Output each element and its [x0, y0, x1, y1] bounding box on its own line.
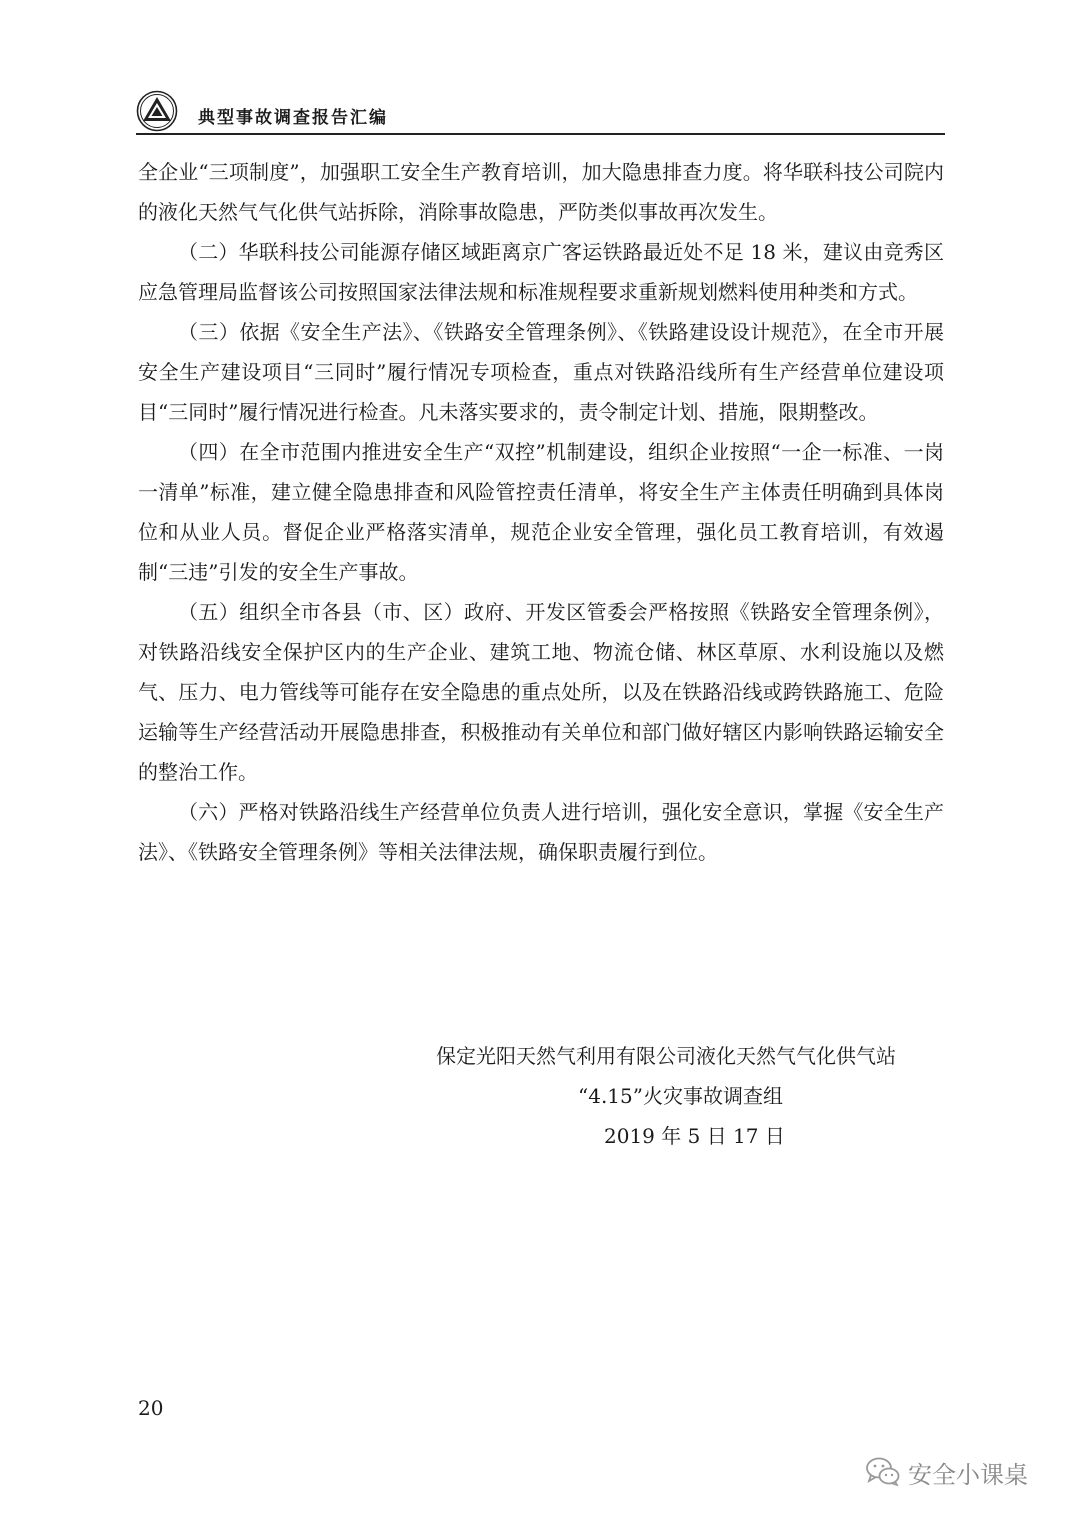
- report-logo-icon: [136, 90, 178, 132]
- paragraph-6: （六）严格对铁路沿线生产经营单位负责人进行培训，强化安全意识，掌握《安全生产法》、《铁路安全管理条例》等相关法律法规，确保职责履行到位。: [138, 800, 944, 864]
- page-number: 20: [138, 1396, 164, 1420]
- paragraph-4: （四）在全市范围内推进安全生产“双控”机制建设，组织企业按照“一企一标准、一岗一清单”标准，建立健全隐患排查和风险管控责任清单，将安全生产主体责任明确到具体岗位和从业人员。督促企业严格落实清单，规范企业安全管理，强化员工教育培训，有效遏制“三违”引发的安全生产事故。: [138, 440, 944, 584]
- signature-organization: 保定光阳天然气利用有限公司液化天然气气化供气站: [436, 1044, 896, 1068]
- watermark-text: 安全小课桌: [908, 1460, 1028, 1489]
- paragraph-continued: 全企业“三项制度”，加强职工安全生产教育培训，加大隐患排查力度。将华联科技公司院内的液化天然气气化供气站拆除，消除事故隐患，严防类似事故再次发生。: [138, 160, 944, 224]
- wechat-icon: [866, 1457, 900, 1487]
- header-divider: [136, 133, 945, 135]
- paragraph-5: （五）组织全市各县（市、区）政府、开发区管委会严格按照《铁路安全管理条例》，对铁路沿线安全保护区内的生产企业、建筑工地、物流仓储、林区草原、水利设施以及燃气、压力、电力管线等可能存在安全隐患的重点处所，以及在铁路沿线或跨铁路施工、危险运输等生产经营活动开展隐患排查，积极推动有关单位和部门做好辖区内影响铁路运输安全的整治工作。: [138, 600, 944, 784]
- page-header: [136, 86, 944, 134]
- header-title: 典型事故调查报告汇编: [198, 108, 388, 128]
- document-body: [138, 152, 944, 872]
- signature-team: “4.15”火灾事故调查组: [578, 1084, 783, 1108]
- paragraph-3: （三）依据《安全生产法》、《铁路安全管理条例》、《铁路建设设计规范》，在全市开展安全生产建设项目“三同时”履行情况专项检查，重点对铁路沿线所有生产经营单位建设项目“三同时”履行情况进行检查。凡未落实要求的，责令制定计划、措施，限期整改。: [138, 320, 944, 424]
- signature-date: 2019 年 5 日 17 日: [604, 1124, 785, 1148]
- paragraph-2: （二）华联科技公司能源存储区域距离京广客运铁路最近处不足 18 米，建议由竞秀区应急管理局监督该公司按照国家法律法规和标准规程要求重新规划燃料使用种类和方式。: [138, 240, 944, 304]
- wechat-watermark: [866, 1452, 1028, 1492]
